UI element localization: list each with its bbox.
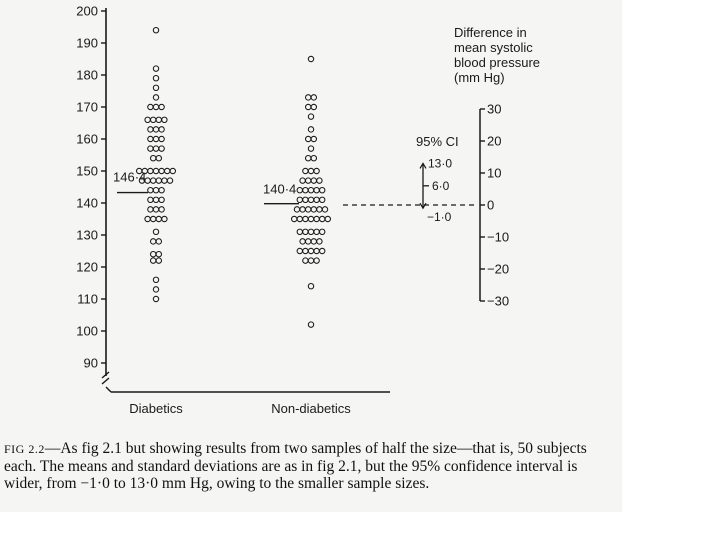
data-point [320, 188, 325, 193]
data-point [153, 66, 158, 71]
data-point [153, 136, 158, 141]
difference-tick-label: 20 [487, 133, 502, 149]
data-point [297, 216, 302, 221]
data-point [314, 229, 319, 234]
data-point [148, 136, 153, 141]
difference-tick-label: 30 [487, 101, 502, 117]
data-point [306, 239, 311, 244]
data-point [153, 197, 158, 202]
data-point [151, 216, 156, 221]
data-point [151, 156, 156, 161]
data-point [159, 188, 164, 193]
data-point [159, 146, 164, 151]
difference-tick-label: −30 [487, 293, 510, 309]
difference-tick-label: −10 [487, 229, 510, 245]
data-point [153, 188, 158, 193]
data-point [162, 216, 167, 221]
data-point [145, 216, 150, 221]
data-point [148, 146, 153, 151]
data-point [297, 229, 302, 234]
data-point [317, 239, 322, 244]
y-tick-label: 150 [76, 163, 98, 179]
data-point [311, 136, 316, 141]
data-point [151, 252, 156, 257]
data-point [303, 258, 308, 263]
y-tick-label: 110 [77, 291, 98, 307]
difference-tick-label: −20 [487, 261, 510, 277]
y-tick-label: 120 [76, 259, 98, 275]
data-point [145, 117, 150, 122]
data-point [300, 178, 305, 183]
ci-estimate-label: 6·0 [432, 178, 450, 193]
mean-label: 146·4 [113, 169, 147, 185]
data-point [314, 248, 319, 253]
mean-label: 140·4 [263, 181, 297, 197]
figure-caption [4, 440, 616, 512]
data-point [308, 56, 313, 61]
data-point [148, 197, 153, 202]
data-point [156, 216, 161, 221]
data-point [308, 127, 313, 132]
data-point [306, 104, 311, 109]
difference-tick-label: 10 [487, 165, 502, 181]
data-point [303, 216, 308, 221]
data-point [308, 197, 313, 202]
data-point [320, 229, 325, 234]
data-point [156, 117, 161, 122]
data-point [165, 168, 170, 173]
data-point [308, 114, 313, 119]
data-point [325, 216, 330, 221]
data-point [311, 95, 316, 100]
data-point [320, 216, 325, 221]
ci-upper-label: 13·0 [428, 156, 453, 171]
data-point [151, 258, 156, 263]
caption-prefix: FIG 2.2 [4, 442, 45, 456]
difference-axis-title: (mm Hg) [454, 70, 505, 85]
caption-text: —As fig 2.1 but showing results from two samples of half the size—that is, 50 subjects each. The means and standard deviations are as in fig 2.1, but the 95% confidence interval is wider, from −1·0 to 13·0 mm Hg, owing to the smaller sample sizes. [4, 440, 587, 492]
data-point [314, 197, 319, 202]
data-point [311, 239, 316, 244]
data-point [156, 156, 161, 161]
data-point [294, 207, 299, 212]
data-point [153, 95, 158, 100]
data-point [317, 207, 322, 212]
difference-axis-title: mean systolic [454, 40, 533, 55]
difference-axis-title: Difference in [454, 25, 527, 40]
data-point [151, 117, 156, 122]
axis-corner [106, 387, 111, 392]
y-tick-label: 160 [76, 131, 98, 147]
data-point [159, 127, 164, 132]
data-point [170, 168, 175, 173]
data-point [159, 207, 164, 212]
data-point [148, 168, 153, 173]
data-point [151, 178, 156, 183]
data-point [159, 197, 164, 202]
data-point [156, 252, 161, 257]
data-point [306, 156, 311, 161]
data-point [308, 322, 313, 327]
data-point [153, 296, 158, 301]
data-point [303, 168, 308, 173]
data-point [153, 287, 158, 292]
data-point [148, 188, 153, 193]
data-point [159, 104, 164, 109]
data-point [320, 248, 325, 253]
data-point [306, 207, 311, 212]
data-point [300, 207, 305, 212]
data-point [314, 216, 319, 221]
data-point [162, 178, 167, 183]
data-point [153, 207, 158, 212]
data-point [153, 229, 158, 234]
y-tick-label: 200 [76, 3, 98, 19]
data-point [317, 178, 322, 183]
data-point [314, 258, 319, 263]
data-point [300, 239, 305, 244]
data-point [148, 127, 153, 132]
y-tick-label: 100 [76, 323, 98, 339]
data-point [162, 117, 167, 122]
data-point [153, 146, 158, 151]
ci-label: 95% CI [416, 134, 459, 149]
data-point [153, 127, 158, 132]
data-point [308, 168, 313, 173]
data-point [159, 136, 164, 141]
data-point [167, 178, 172, 183]
y-tick-label: 90 [83, 355, 98, 371]
data-point [153, 277, 158, 282]
data-point [308, 188, 313, 193]
data-point [153, 168, 158, 173]
data-point [311, 207, 316, 212]
data-point [314, 188, 319, 193]
ci-lower-label: −1·0 [427, 210, 452, 225]
data-point [308, 284, 313, 289]
y-tick-label: 130 [76, 227, 98, 243]
category-label: Diabetics [129, 401, 183, 416]
data-point [303, 188, 308, 193]
y-tick-label: 180 [76, 67, 98, 83]
data-point [303, 229, 308, 234]
data-point [306, 95, 311, 100]
data-point [311, 104, 316, 109]
data-point [311, 178, 316, 183]
data-point [148, 207, 153, 212]
data-point [153, 76, 158, 81]
data-point [156, 258, 161, 263]
data-point [297, 197, 302, 202]
data-point [148, 104, 153, 109]
data-point [306, 136, 311, 141]
data-point [153, 28, 158, 33]
y-tick-label: 170 [76, 99, 98, 115]
data-point [314, 168, 319, 173]
data-point [308, 258, 313, 263]
data-point [297, 248, 302, 253]
y-tick-label: 140 [76, 195, 98, 211]
data-point [297, 188, 302, 193]
data-point [156, 178, 161, 183]
y-tick-label: 190 [76, 35, 98, 51]
data-point [320, 197, 325, 202]
data-point [308, 248, 313, 253]
data-point [308, 146, 313, 151]
data-point [292, 216, 297, 221]
data-point [308, 229, 313, 234]
data-point [311, 156, 316, 161]
difference-axis-title: blood pressure [454, 55, 540, 70]
data-point [153, 104, 158, 109]
data-point [322, 207, 327, 212]
data-point [153, 85, 158, 90]
data-point [303, 248, 308, 253]
data-point [159, 168, 164, 173]
data-point [303, 197, 308, 202]
data-point [156, 239, 161, 244]
category-label: Non-diabetics [271, 401, 351, 416]
difference-tick-label: 0 [487, 197, 495, 213]
data-point [308, 216, 313, 221]
data-point [151, 239, 156, 244]
data-point [306, 178, 311, 183]
